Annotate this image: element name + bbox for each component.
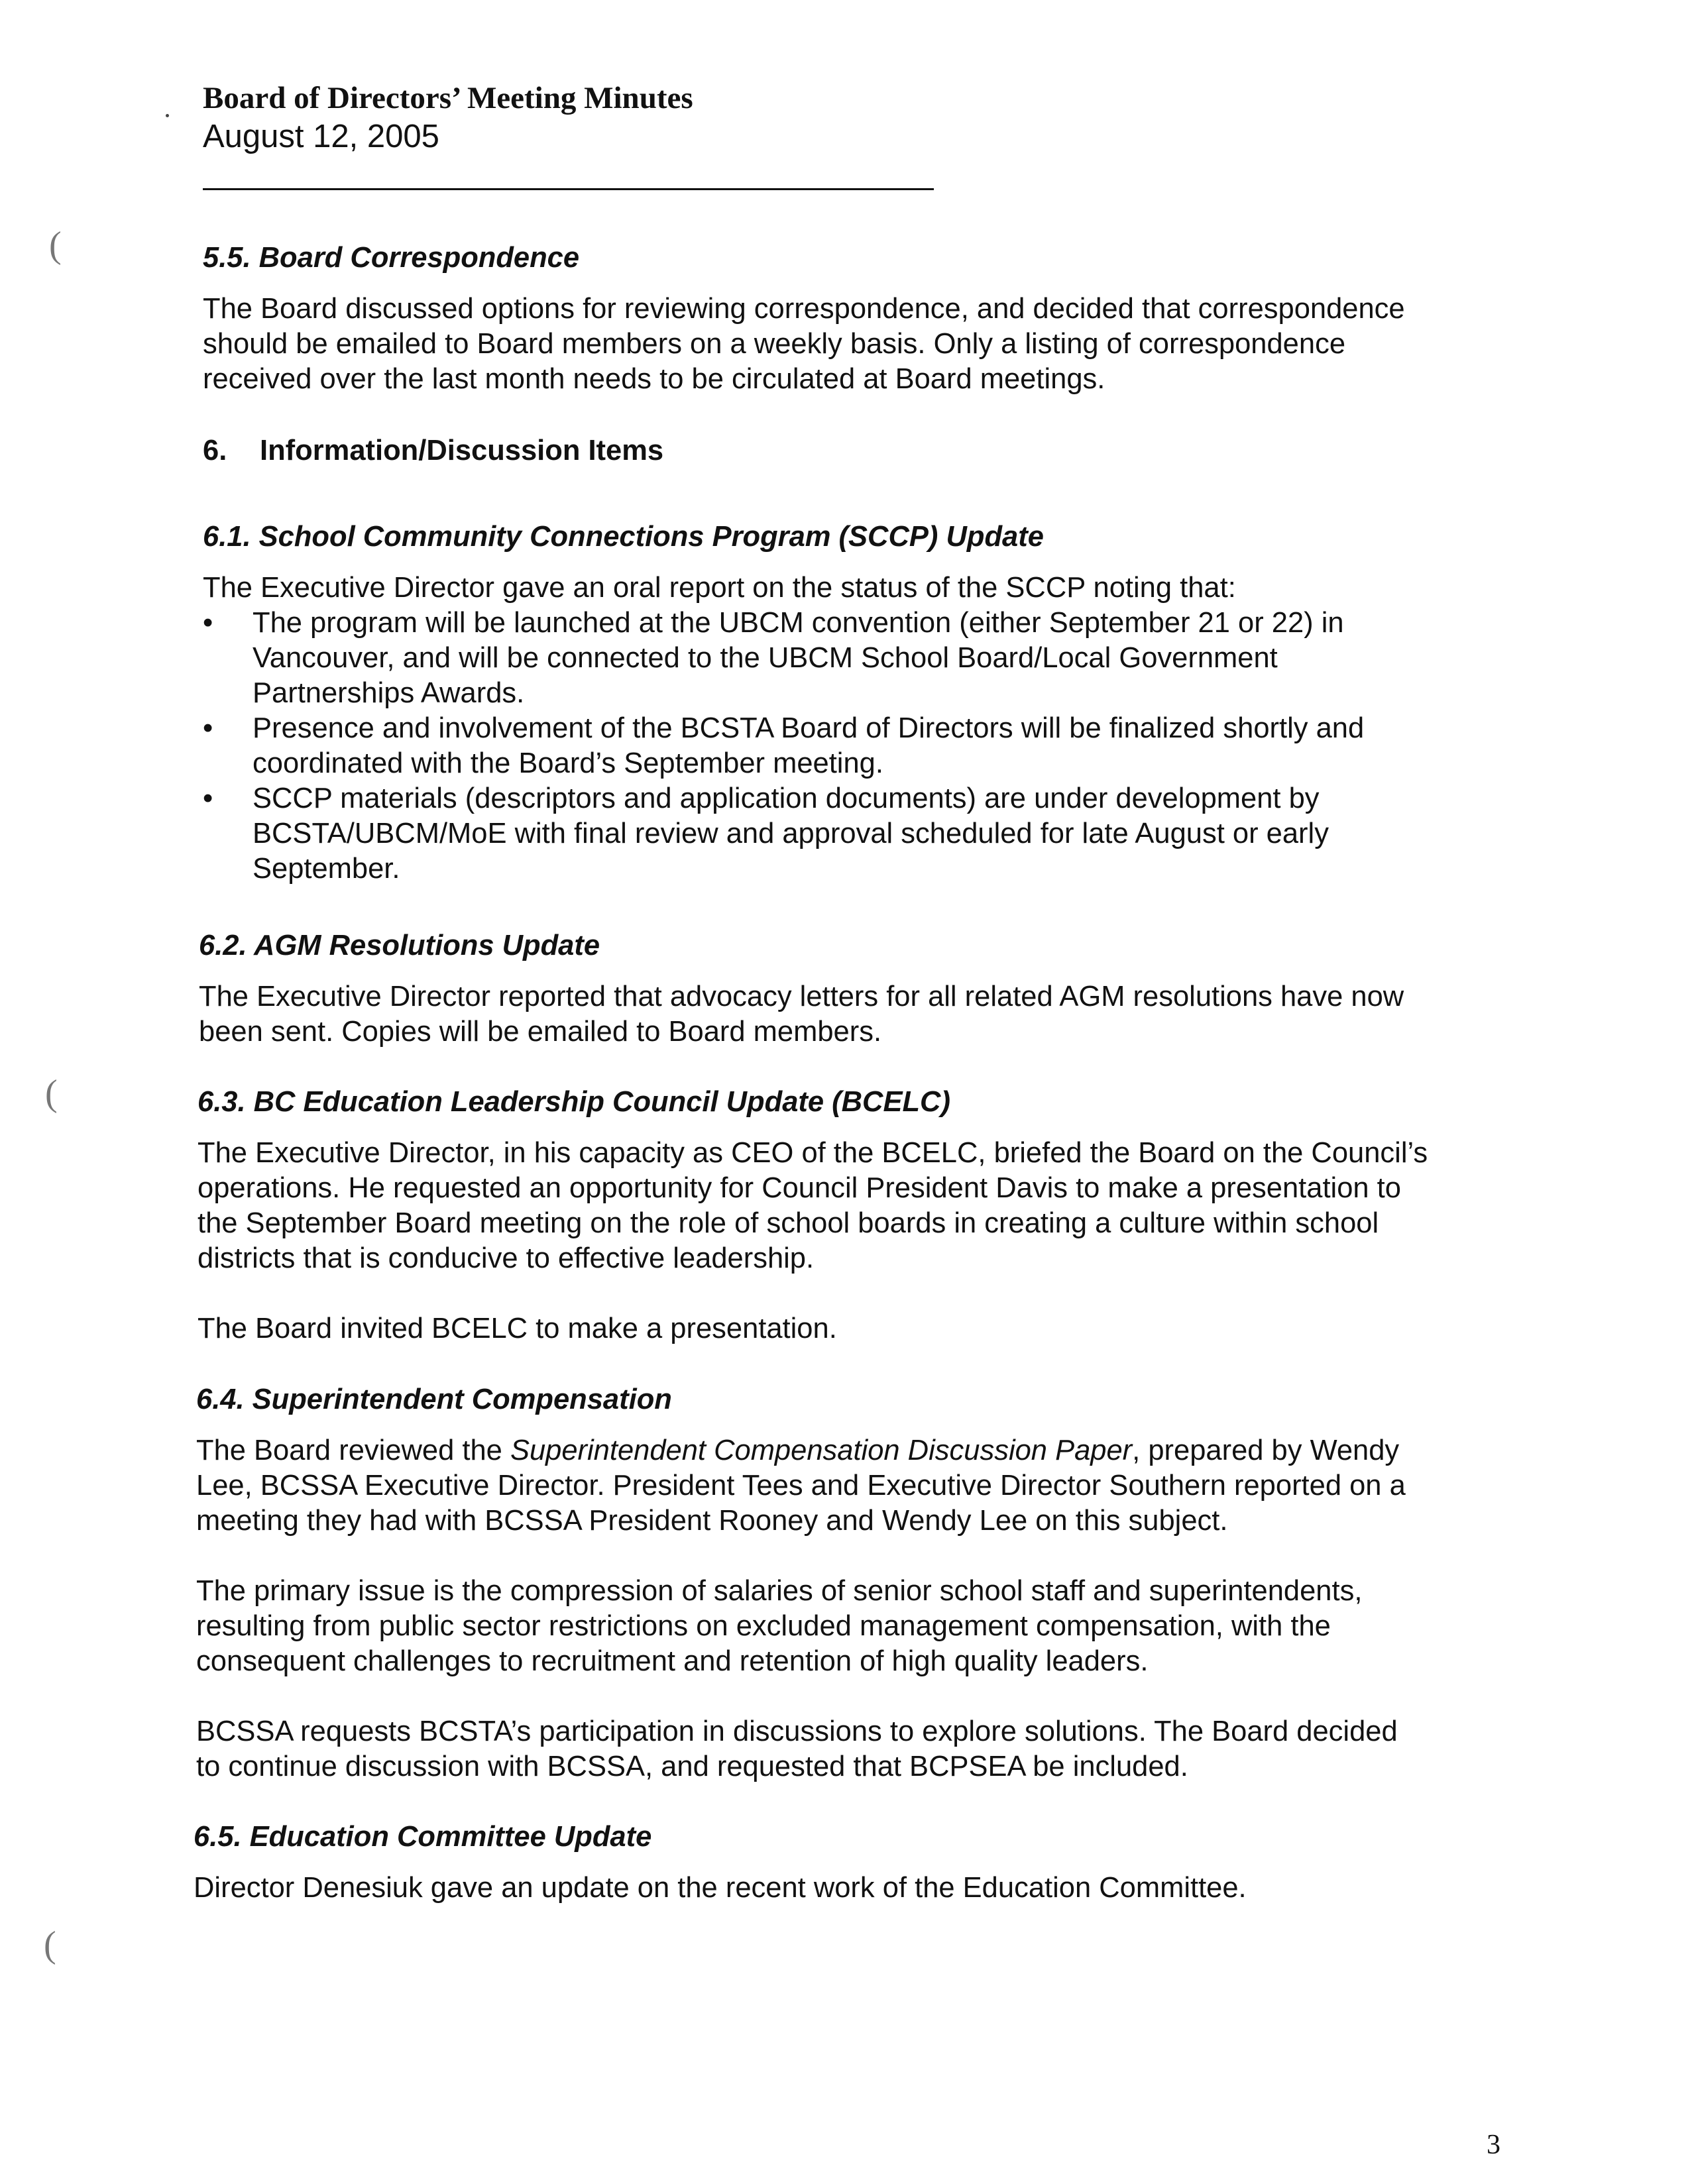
- section-paragraph: [203, 292, 1542, 397]
- section-paragraph: The Board invited BCELC to make a presentation.: [198, 1313, 837, 1344]
- list-item: [203, 606, 1542, 711]
- text-line: received over the last month needs to be circulated at Board meetings.: [203, 363, 1105, 395]
- text-line: The Board discussed options for reviewing correspondence, and decided that correspondence: [203, 293, 1405, 325]
- list-item: [203, 711, 1542, 781]
- section-paragraph: [199, 979, 1538, 1050]
- text-line: Vancouver, and will be connected to the UBCM School Board/Local Government: [253, 642, 1278, 674]
- document-title: Board of Directors’ Meeting Minutes: [203, 81, 693, 115]
- text-line: coordinated with the Board’s September meeting.: [253, 747, 883, 779]
- text-line: September.: [253, 853, 400, 885]
- section-6: [203, 433, 1542, 468]
- text-line: • Presence and involvement of the BCSTA Board of Directors will be finalized shortly and: [253, 712, 1365, 744]
- text-line: operations. He requested an opportunity for Council President Davis to make a presentation to: [198, 1172, 1401, 1204]
- text-line: Lee, BCSSA Executive Director. President Tees and Executive Director Southern reported on a: [196, 1470, 1406, 1502]
- document-title-reference: Superintendent Compensation Discussion Paper: [510, 1435, 1133, 1466]
- text-span: , prepared by Wendy: [1132, 1435, 1400, 1466]
- text-line: The Executive Director, in his capacity as CEO of the BCELC, briefed the Board on the Council’s: [198, 1137, 1428, 1169]
- section-paragraph: [196, 1714, 1535, 1784]
- text-line: • The program will be launched at the UBCM convention (either September 21 or 22) in: [253, 607, 1344, 639]
- section-heading: [203, 433, 1542, 468]
- header-divider: [203, 188, 934, 190]
- text-line: consequent challenges to recruitment and retention of high quality leaders.: [196, 1645, 1149, 1677]
- list-item: [203, 781, 1542, 887]
- text-line: the September Board meeting on the role of school boards in creating a culture within school: [198, 1207, 1379, 1239]
- section-paragraph: Director Denesiuk gave an update on the recent work of the Education Committee.: [194, 1872, 1247, 1904]
- text-line: BCSSA requests BCSTA’s participation in discussions to explore solutions. The Board decided: [196, 1716, 1398, 1747]
- text-line: meeting they had with BCSSA President Rooney and Wendy Lee on this subject.: [196, 1505, 1228, 1537]
- section-6-1: [203, 519, 1542, 887]
- section-6-4: [196, 1382, 1535, 1784]
- meeting-date: August 12, 2005: [203, 119, 439, 154]
- section-heading: 5.5. Board Correspondence: [203, 242, 580, 274]
- page-number: 3: [1487, 2130, 1500, 2160]
- text-line: should be emailed to Board members on a weekly basis. Only a listing of correspondence: [203, 328, 1346, 360]
- text-line: The primary issue is the compression of salaries of senior school staff and superintendents,: [196, 1575, 1363, 1607]
- section-paragraph: [198, 1136, 1536, 1276]
- text-line: districts that is conducive to effective leadership.: [198, 1242, 815, 1274]
- section-paragraph: [196, 1574, 1535, 1679]
- text-line: • SCCP materials (descriptors and application documents) are under development by: [253, 783, 1320, 814]
- section-heading: 6.4. Superintendent Compensation: [196, 1384, 672, 1415]
- section-heading: 6.5. Education Committee Update: [194, 1821, 652, 1853]
- text-line: Partnerships Awards.: [253, 677, 525, 709]
- section-heading-text: Information/Discussion Items: [260, 435, 664, 466]
- scan-margin-mark: (: [49, 225, 62, 266]
- section-heading: 6.3. BC Education Leadership Council Update (BCELC): [198, 1086, 950, 1118]
- section-paragraph: [196, 1433, 1535, 1539]
- text-line: been sent. Copies will be emailed to Board members.: [199, 1016, 882, 1048]
- text-span: The Board reviewed the: [196, 1435, 510, 1466]
- section-heading: 6.1. School Community Connections Program (SCCP) Update: [203, 521, 1044, 553]
- section-6-5: [194, 1820, 1532, 1906]
- text-line: BCSTA/UBCM/MoE with final review and approval scheduled for late August or early: [253, 818, 1329, 849]
- scan-margin-mark: (: [44, 1924, 56, 1965]
- section-number: 6.: [203, 435, 227, 466]
- scan-margin-mark: (: [45, 1073, 58, 1114]
- text-line: to continue discussion with BCSSA, and requested that BCPSEA be included.: [196, 1751, 1188, 1782]
- bullet-list: [203, 606, 1542, 887]
- section-intro: The Executive Director gave an oral report on the status of the SCCP noting that:: [203, 572, 1236, 604]
- text-line: resulting from public sector restrictions on excluded management compensation, with the: [196, 1610, 1331, 1642]
- scan-speck: [166, 114, 169, 117]
- text-line: The Executive Director reported that advocacy letters for all related AGM resolutions have now: [199, 981, 1404, 1012]
- section-5-5: [203, 241, 1542, 397]
- section-6-3: [198, 1085, 1536, 1346]
- section-heading: 6.2. AGM Resolutions Update: [199, 930, 600, 961]
- section-6-2: [199, 928, 1538, 1050]
- text-line: [196, 1433, 1535, 1468]
